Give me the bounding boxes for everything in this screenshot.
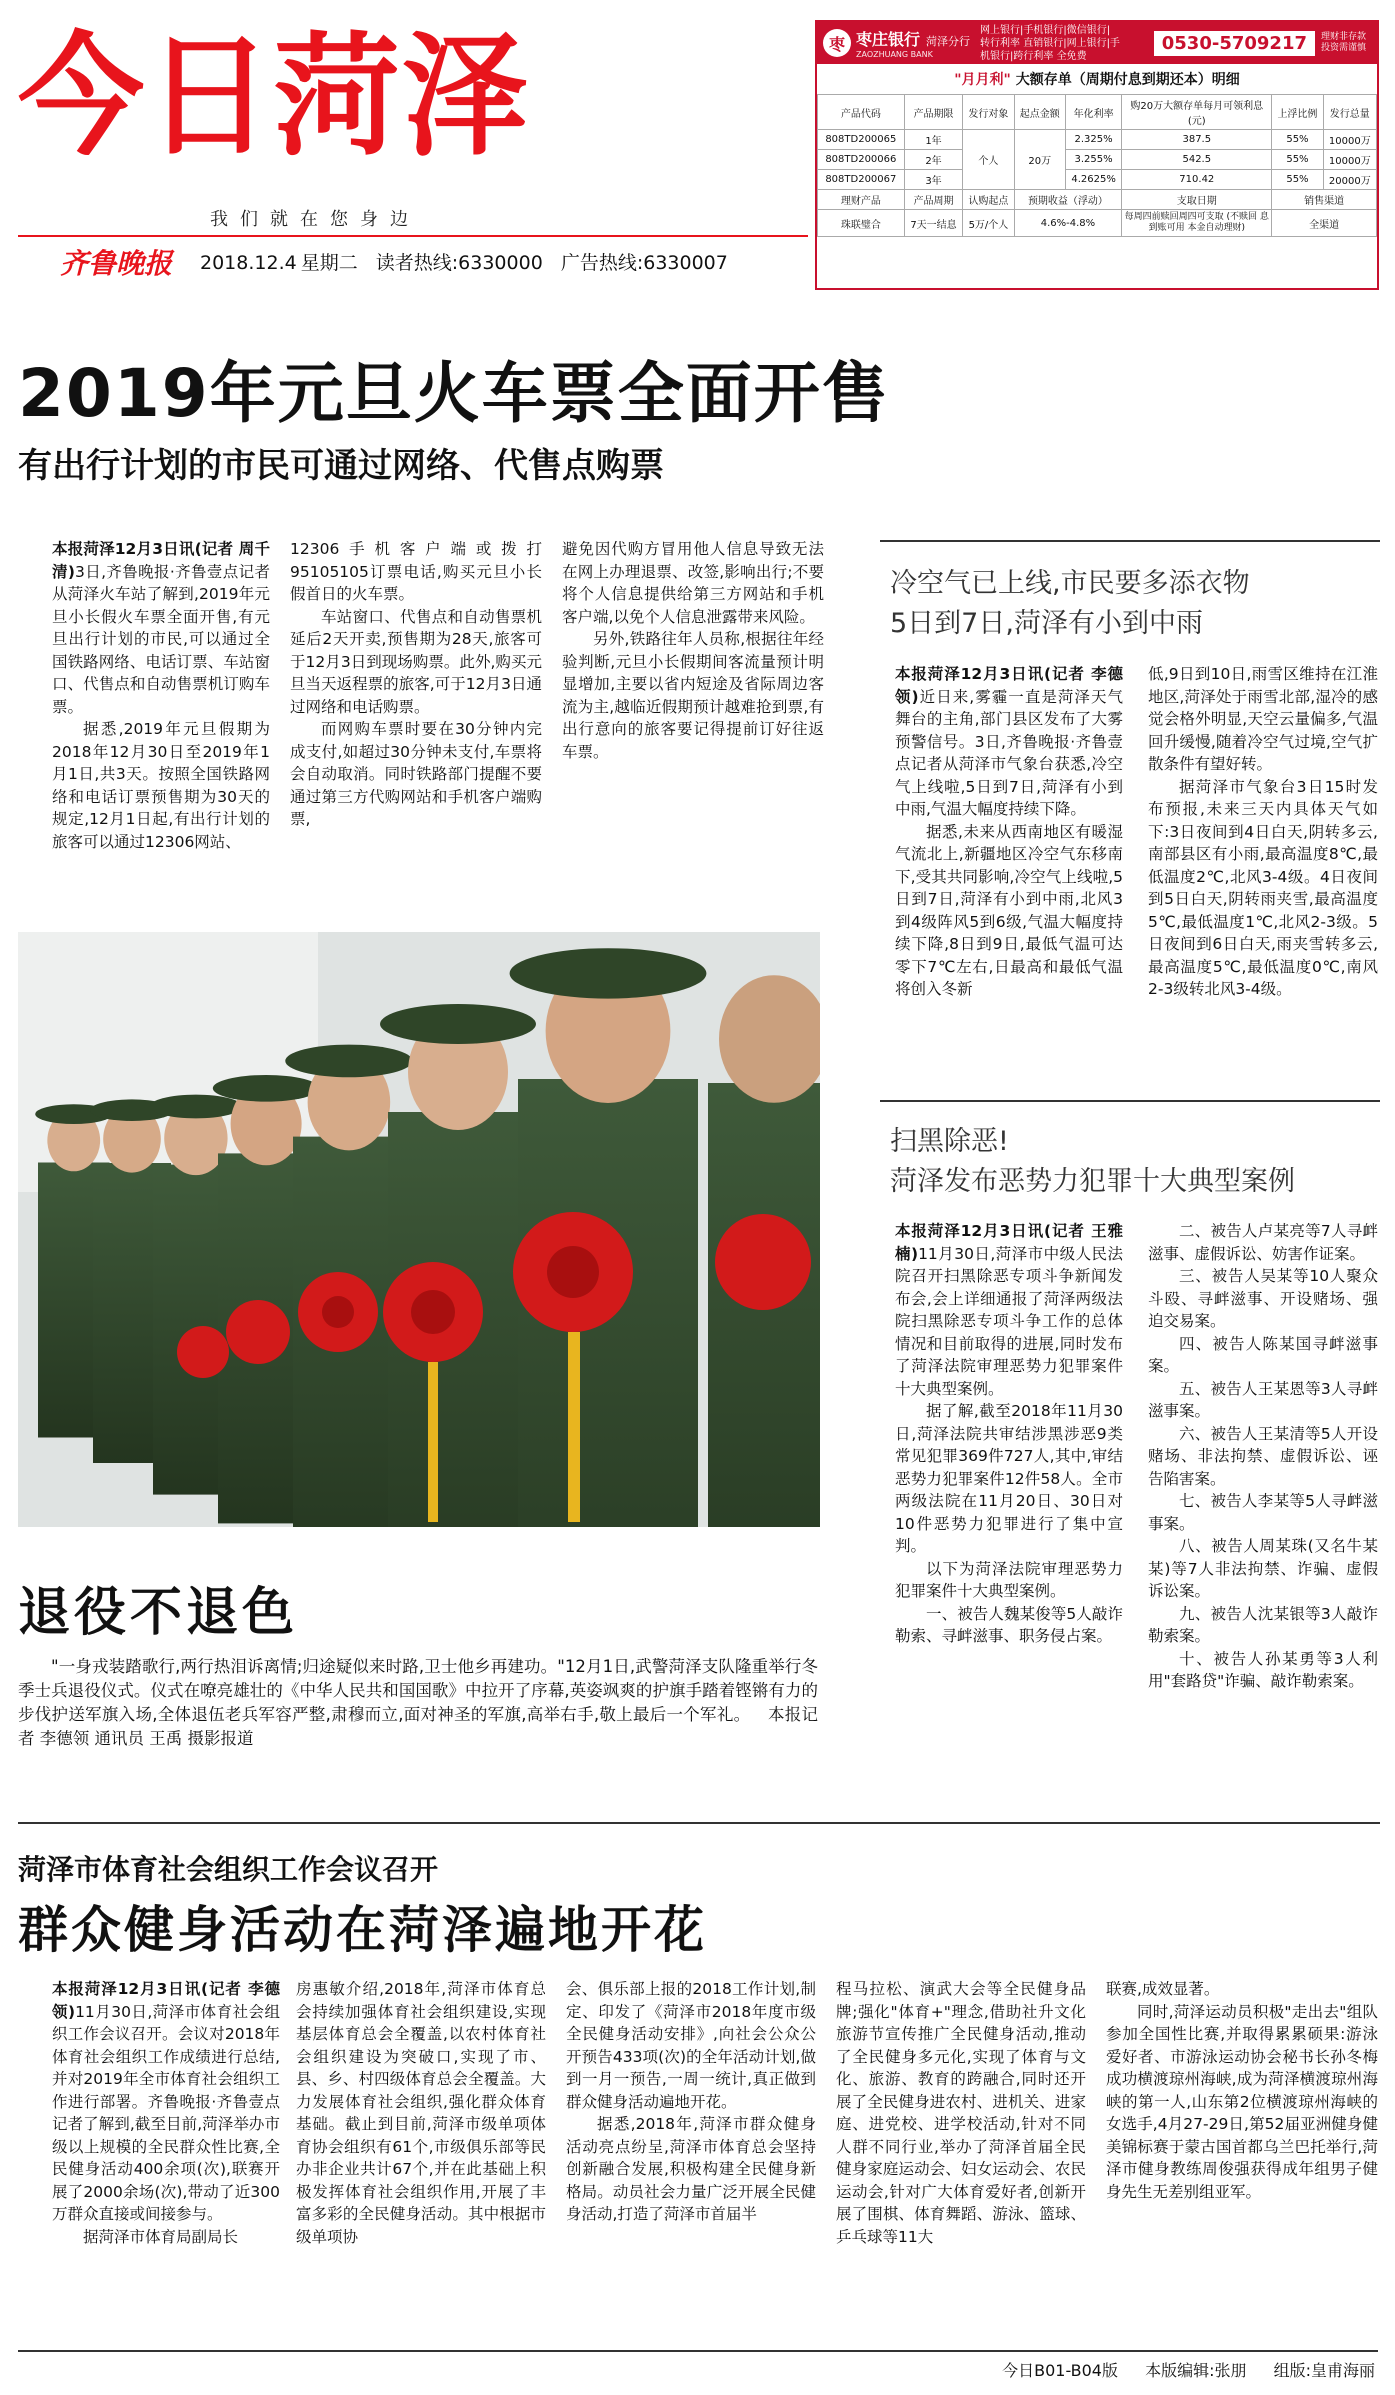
- brand-logo: 齐鲁晚报: [60, 247, 173, 280]
- bank-advertisement: [815, 20, 1379, 290]
- table-row: [818, 130, 1377, 150]
- issue-info: [200, 248, 740, 275]
- table-cell: 2.325%: [1065, 130, 1121, 150]
- sports-column-4: [836, 1978, 1086, 2248]
- crime-text: 11月30日,菏泽市中级人民法院召开扫黑除恶专项斗争新闻发布会,会上详细通报了菏泽两级法院扫黑除恶专项斗争工作的总体情况和目前取得的进展,同时发布了菏泽法院审理恶势力犯罪案件十大典型案例。: [895, 1244, 1124, 1398]
- table-cell: 2年: [904, 150, 963, 170]
- table-header-cell: 发行对象: [963, 95, 1014, 130]
- photo-story-title: 退役不退色: [18, 1583, 299, 1643]
- table-header-cell: 产品代码: [818, 95, 905, 130]
- page-footer: [980, 2358, 1375, 2381]
- sports-text: 11月30日,菏泽市体育社会组织工作会议召开。会议对2018年体育社会组织工作成绩进行总结,并对2019年全市体育社会组织工作进行部署。齐鲁晚报·齐鲁壹点记者了解到,截至目前,菏泽举办市级以上规模的全民群众性比赛,全民健身活动400余项(次),联赛开展了2000余场(次),带动了近300万群众直接或间接参与。: [52, 2002, 281, 2223]
- lead-text: 另外,铁路往年人员称,根据往年经验判断,元旦小长假期间客流量预计明显增加,主要以省内短途及省际周边客流为主,越临近假期预计越难抢到票,有出行意向的旅客要记得提前订好往返车票。: [562, 630, 824, 761]
- crime-case: 九、被告人沈某银等3人敲诈勒索案。: [1148, 1604, 1378, 1645]
- table-cell: 55%: [1272, 130, 1323, 150]
- bank-branch: 菏泽分行: [926, 35, 971, 48]
- footer-rule: [18, 2350, 1378, 2352]
- table-header-cell: 上浮比例: [1272, 95, 1323, 130]
- masthead-slogan: 我们就在您身边: [210, 209, 420, 230]
- table-cell: 10000万: [1323, 130, 1376, 150]
- sports-column-1: [52, 1978, 280, 2248]
- table-cell: 3年: [904, 170, 963, 190]
- lead-column-1: [52, 538, 270, 853]
- crime-text: 据了解,截至2018年11月30日,菏泽法院共审结涉黑涉恶9类常见犯罪369件727人,其中,审结恶势力犯罪案件12件58人。全市两级法院在11月20日、30日对10件恶势力犯罪进行了集中宣判。: [895, 1402, 1123, 1555]
- table-cell: 1年: [904, 130, 963, 150]
- crime-case: 十、被告人孙某勇等3人利用"套路贷"诈骗、敲诈勒索案。: [1148, 1649, 1378, 1690]
- weather-top-rule: [880, 540, 1380, 542]
- sports-text: 据悉,2018年,菏泽市群众健身活动亮点纷呈,菏泽市体育总会坚持创新融合发展,积极构建全民健身新格局。动员社会力量广泛开展全民健身活动,打造了菏泽市首届半: [566, 2115, 816, 2223]
- table-header-cell: 购20万大额存单每月可领利息(元): [1122, 95, 1272, 130]
- table-header-cell: 产品期限: [904, 95, 963, 130]
- table-footer-row: [818, 210, 1377, 237]
- soldiers-photo: [18, 932, 820, 1527]
- crime-column-2: [1148, 1220, 1378, 1693]
- lead-column-3: [562, 538, 824, 763]
- lead-text: 避免因代购方冒用他人信息导致无法在网上办理退票、改签,影响出行;不要将个人信息提供给第三方网站和手机客户端,以免个人信息泄露带来风险。: [562, 540, 824, 626]
- lead-byline: 本报菏泽12月3日讯(记者 周千清): [52, 540, 270, 581]
- table-row: [818, 170, 1377, 190]
- table-cell: 808TD200065: [818, 130, 905, 150]
- sports-text: 程马拉松、演武大会等全民健身品牌;强化"体育+"理念,借助社升文化旅游节宣传推广全民健身活动,推动了全民健身多元化,实现了体育与文化、旅游、教育的跨融合,同时还开展了全民健身进农村、进机关、进家庭、进党校、进学校活动,针对不同人群不同行业,举办了菏泽首届全民健身家庭运动会、妇女运动会、农民运动会,针对广大体育爱好者,创新开展了围棋、体育舞蹈、游泳、篮球、乒乓球等11大: [836, 1980, 1086, 2246]
- crime-text: 以下为菏泽法院审理恶势力犯罪案件十大典型案例。: [895, 1559, 1123, 1600]
- table-cell: 387.5: [1122, 130, 1272, 150]
- table-cell: 55%: [1272, 170, 1323, 190]
- crime-case: 三、被告人吴某等10人聚众斗殴、寻衅滋事、开设赌场、强迫交易案。: [1148, 1267, 1378, 1330]
- table-cell: 20000万: [1323, 170, 1376, 190]
- sports-column-3: [566, 1978, 816, 2226]
- table-cell: 10000万: [1323, 150, 1376, 170]
- sports-text: 联赛,成效显著。: [1106, 1980, 1220, 1998]
- table-header-cell: 起点金额: [1014, 95, 1065, 130]
- crime-headline-2: 菏泽发布恶势力犯罪十大典型案例: [890, 1166, 1295, 1197]
- sports-column-5: [1106, 1978, 1378, 2203]
- crime-text: 一、被告人魏某俊等5人敲诈勒索、寻衅滋事、职务侵占案。: [895, 1604, 1123, 1645]
- table-header-cell: 发行总量: [1323, 95, 1376, 130]
- subtitle-rest: 大额存单（周期付息到期还本）明细: [1015, 72, 1240, 88]
- bank-tagline: 理财非存款 投资需谨慎: [1321, 32, 1367, 53]
- issue-date: 2018.12.4: [200, 252, 297, 274]
- table-row: [818, 150, 1377, 170]
- weather-column-1: [895, 663, 1123, 1001]
- footer-editor: 本版编辑:张朋: [1145, 2361, 1247, 2380]
- crime-case: 五、被告人王某恩等3人寻衅滋事案。: [1148, 1379, 1378, 1420]
- table-cell: 7天一结息: [904, 210, 963, 237]
- sports-top-rule: [18, 1822, 1380, 1824]
- crime-case: 七、被告人李某等5人寻衅滋事案。: [1148, 1492, 1378, 1533]
- bank-logo-icon: 枣: [823, 29, 851, 57]
- reader-hotline: 读者热线:6330000: [375, 252, 543, 274]
- lead-text: 3日,齐鲁晚报·齐鲁壹点记者从菏泽火车站了解到,2019年元旦小长假火车票全面开售,有元旦出行计划的市民,可以通过全国铁路网络、电话订票、车站窗口、代售点和自动售票机订购车票。: [52, 562, 271, 716]
- lead-text: 而网购车票时要在30分钟内完成支付,如超过30分钟未支付,车票将会自动取消。同时铁路部门提醒不要通过第三方代购网站和手机客户端购票,: [290, 720, 542, 828]
- weather-headline-2: 5日到7日,菏泽有小到中雨: [890, 608, 1203, 639]
- weather-column-2: [1148, 663, 1378, 1001]
- lead-text: 12306手机客户端或拨打95105105订票电话,购买元旦小长假首日的火车票。: [290, 540, 542, 603]
- sports-column-2: [296, 1978, 546, 2248]
- weather-text: 据菏泽市气象台3日15时发布预报,未来三天内具体天气如下:3日夜间到4日白天,阴转多云,南部县区有小雨,最高温度8℃,最低温度2℃,北风3-4级。4日夜间到5日白天,阴转雨夹雪,最高温度5℃,最低温度1℃,北风2-3级。5日夜间到6日白天,雨夹雪转多云,最高温度5℃,最低温度0℃,南风2-3级转北风3-4级。: [1148, 777, 1378, 998]
- table-cell: 理财产品: [818, 190, 905, 210]
- lead-text: 据悉,2019年元旦假期为2018年12月30日至2019年1月1日,共3天。按照全国铁路网络和电话订票预售期为30天的规定,12月1日起,有出行计划的旅客可以通过12306网站、: [52, 720, 270, 851]
- lead-subheadline: 有出行计划的市民可通过网络、代售点购票: [18, 446, 664, 486]
- bank-name-block: [856, 27, 970, 59]
- table-cell: 支取日期: [1122, 190, 1272, 210]
- table-cell: 4.6%-4.8%: [1014, 210, 1122, 237]
- table-cell: 5万/个人: [963, 210, 1014, 237]
- table-cell: 4.2625%: [1065, 170, 1121, 190]
- photo-caption-text: "一身戎装踏歌行,两行热泪诉离情;归途疑似来时路,卫士他乡再建功。"12月1日,武警菏泽支队隆重举行冬季士兵退役仪式。仪式在嘹亮雄壮的《中华人民共和国国歌》中拉开了序幕,英姿飒爽的护旗手踏着铿锵有力的步伐护送军旗入场,全体退伍老兵军容严整,肃穆而立,面对神圣的军旗,高举右手,敬上最后一个军礼。: [18, 1657, 818, 1724]
- rates-table: [817, 94, 1377, 237]
- crime-byline: 本报菏泽12月3日讯(记者 王雅楠): [895, 1222, 1123, 1263]
- issue-weekday: 星期二: [300, 252, 358, 274]
- table-cell: 808TD200066: [818, 150, 905, 170]
- table-cell: 710.42: [1122, 170, 1272, 190]
- lead-text: 车站窗口、代售点和自动售票机延后2天开卖,预售期为28天,旅客可于12月3日到现场购票。此外,购买元旦当天返程票的旅客,可于12月3日通过网络和电话购票。: [290, 607, 542, 716]
- weather-text: 近日来,雾霾一直是菏泽天气舞台的主角,部门县区发布了大雾预警信号。3日,齐鲁晚报·齐鲁壹点记者从菏泽市气象台获悉,冷空气上线啦,5日到7日,菏泽有小到中雨,气温大幅度持续下降。: [895, 687, 1123, 818]
- table-cell: 20万: [1014, 130, 1065, 190]
- table-cell: 3.255%: [1065, 150, 1121, 170]
- bank-phone: 0530-5709217: [1154, 31, 1315, 56]
- table-header-cell: 年化利率: [1065, 95, 1121, 130]
- sports-text: 据菏泽市体育局副局长: [83, 2227, 239, 2246]
- table-cell: 预期收益（浮动）: [1014, 190, 1122, 210]
- crime-top-rule: [880, 1100, 1380, 1102]
- table-cell: 55%: [1272, 150, 1323, 170]
- sports-byline: 本报菏泽12月3日讯(记者 李德领): [52, 1980, 280, 2021]
- footer-pages: 今日B01-B04版: [1002, 2361, 1118, 2380]
- table-footer-header: [818, 190, 1377, 210]
- ad-hotline: 广告热线:6330007: [560, 252, 728, 274]
- table-cell: 珠联璧合: [818, 210, 905, 237]
- crime-case: 二、被告人卢某亮等7人寻衅滋事、虚假诉讼、妨害作证案。: [1148, 1222, 1378, 1263]
- bank-english-name: ZAOZHUANG BANK: [856, 50, 933, 59]
- lead-headline: 2019年元旦火车票全面开售: [18, 355, 890, 432]
- weather-text: 低,9日到10日,雨雪区维持在江淮地区,菏泽处于雨雪北部,湿冷的感觉会格外明显,天空云量偏多,气温回升缓慢,随着冷空气过境,空气扩散条件有望好转。: [1148, 665, 1378, 773]
- crime-case: 八、被告人周某珠(又名牛某某)等7人非法拘禁、诈骗、虚假诉讼案。: [1148, 1537, 1378, 1600]
- crime-case: 四、被告人陈某国寻衅滋事案。: [1148, 1334, 1378, 1375]
- subtitle-highlight: "月月利": [954, 72, 1011, 88]
- table-cell: 认购起点: [963, 190, 1014, 210]
- sports-text: 房惠敏介绍,2018年,菏泽市体育总会持续加强体育社会组织建设,实现基层体育总会全覆盖,以农村体育社会组织建设为突破口,实现了市、县、乡、村四级体育总会全覆盖。大力发展体育社会组织,强化群众体育基础。截止到目前,菏泽市级单项体育协会组织有61个,市级俱乐部等民办非企业共计67个,并在此基础上积极发挥体育社会组织作用,开展了丰富多彩的全民健身活动。其中根据市级单项协: [296, 1980, 546, 2246]
- table-cell: 产品周期: [904, 190, 963, 210]
- crime-case: 六、被告人王某清等5人开设赌场、非法拘禁、虚假诉讼、诬告陷害案。: [1148, 1424, 1378, 1488]
- table-cell: 808TD200067: [818, 170, 905, 190]
- lead-column-2: [290, 538, 542, 831]
- photo-caption: [18, 1655, 818, 1751]
- bank-name: 枣庄银行: [856, 30, 921, 49]
- weather-text: 据悉,未来从西南地区有暖湿气流北上,新疆地区冷空气东移南下,受其共同影响,冷空气上线啦,5日到7日,菏泽有小到中雨,北风3到4级阵风5到6级,气温大幅度持续下降,8日到9日,最低气温可达零下7℃左右,日最高和最低气温将创入冬新: [895, 822, 1123, 998]
- footer-designer: 组版:皇甫海丽: [1273, 2361, 1375, 2380]
- table-cell: 个人: [963, 130, 1014, 190]
- weather-byline: 本报菏泽12月3日讯(记者 李德领): [895, 665, 1123, 706]
- table-cell: 全渠道: [1272, 210, 1377, 237]
- soldiers-illustration: [18, 932, 820, 1527]
- crime-headline-1: 扫黑除恶!: [890, 1126, 1009, 1157]
- bank-ad-subtitle: [817, 64, 1377, 94]
- table-header-row: [818, 95, 1377, 130]
- table-cell: 销售渠道: [1272, 190, 1377, 210]
- table-cell: 每周四前赎回周四可支取 (不赎回 息到账可用 本金自动理财): [1122, 210, 1272, 237]
- table-cell: 542.5: [1122, 150, 1272, 170]
- sports-kicker: 菏泽市体育社会组织工作会议召开: [18, 1853, 439, 1886]
- masthead: [18, 19, 778, 197]
- weather-headline-1: 冷空气已上线,市民要多添衣物: [890, 568, 1250, 599]
- bank-services: 网上银行|手机银行|微信银行|转行利率 直销银行|网上银行|手机银行|跨行利率 全免费: [980, 24, 1120, 62]
- masthead-title: 今日菏泽: [18, 19, 530, 174]
- sports-text: 会、俱乐部上报的2018工作计划,制定、印发了《菏泽市2018年度市级全民健身活动安排》,向社会公众公开预告433项(次)的全年活动计划,做到一月一预告,一周一统计,真正做到群众健身活动遍地开花。: [566, 1980, 816, 2111]
- sports-text: 同时,菏泽运动员积极"走出去"组队参加全国性比赛,并取得累累硕果:游泳爱好者、市游泳运动协会秘书长孙冬梅成功横渡琼州海峡,成为菏泽横渡琼州海峡的第一人,山东第2位横渡琼州海峡的女选手,4月27-29日,第52届亚洲健身健美锦标赛于蒙古国首都乌兰巴托举行,菏泽市健身教练周俊强获得成年组男子健身先生无差别组亚军。: [1106, 2002, 1378, 2201]
- crime-column-1: [895, 1220, 1123, 1648]
- photo-credit: 本报记者 李德领 通讯员 王禹 摄影报道: [18, 1705, 818, 1748]
- bank-ad-header: [817, 22, 1377, 64]
- sports-headline: 群众健身活动在菏泽遍地开花: [18, 1901, 707, 1959]
